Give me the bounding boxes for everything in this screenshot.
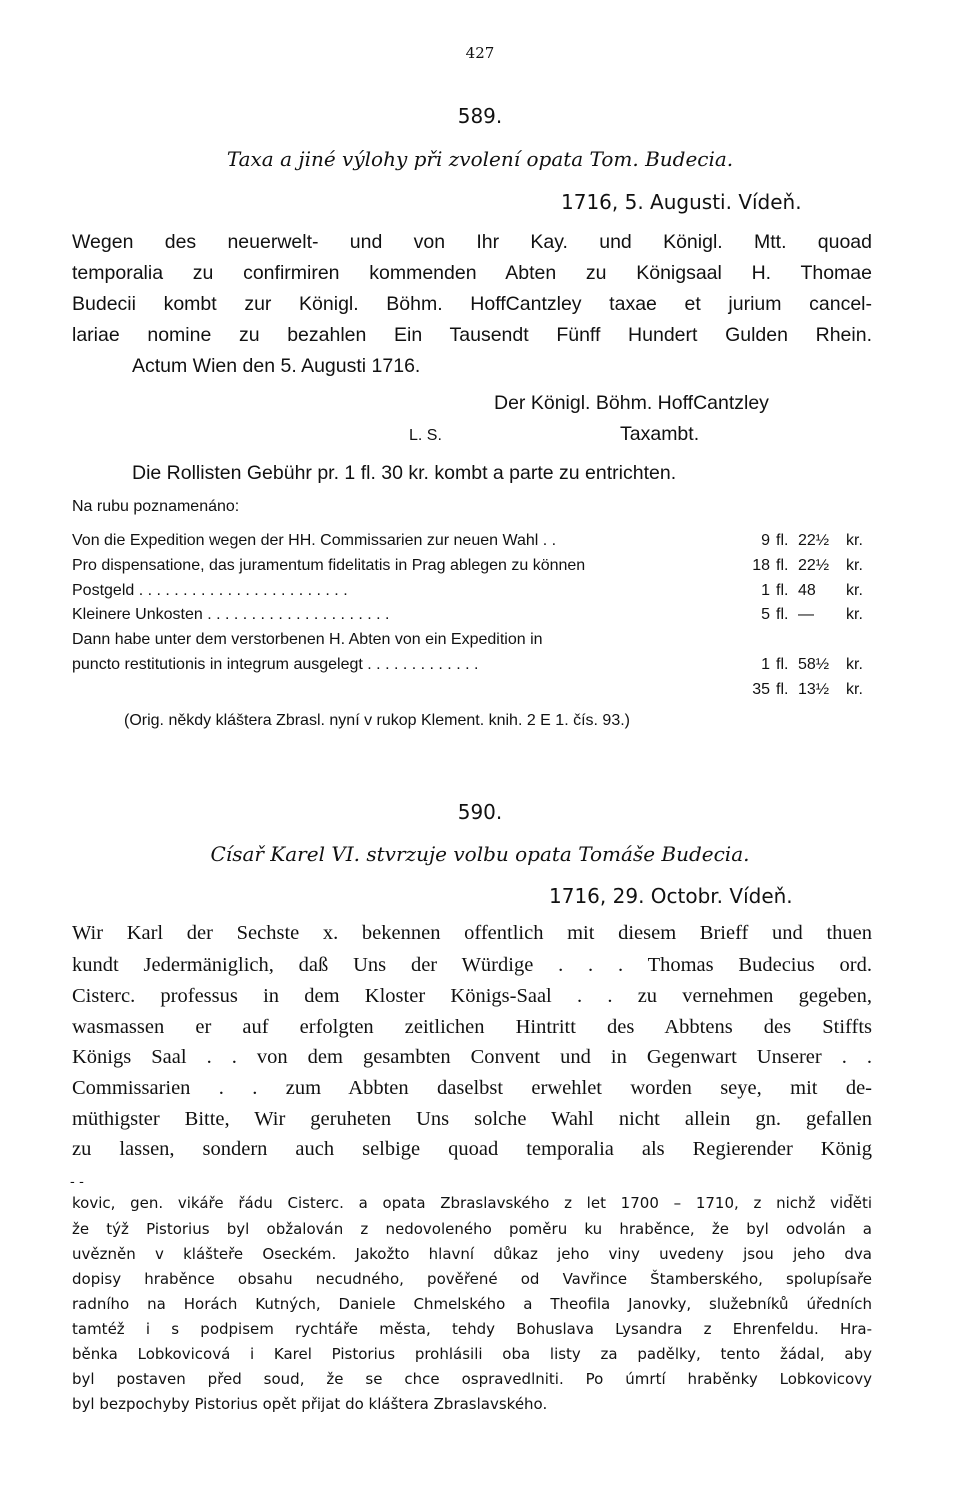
document-title-589: Taxa a jiné výlohy při zvolení opata Tom. Budecia. — [226, 147, 734, 171]
footnote-line: kovic, gen. vikáře řádu Cisterc. a opata Zbraslavského z let 1700 – 1710, z nichž vid̄ěti — [72, 1194, 872, 1212]
florin-unit: fl. — [776, 681, 789, 698]
kreuzer-unit: kr. — [846, 532, 863, 549]
expense-row — [72, 606, 872, 628]
florin-unit: fl. — [776, 532, 789, 549]
kreuzer-unit: kr. — [846, 606, 863, 623]
footnote-line: že týž Pistorius byl obžalován z nedovoleného poměru ku hraběnce, že byl odvolán a — [72, 1220, 872, 1238]
seal-mark: L. S. — [409, 427, 442, 444]
footnote-line: dopisy hraběnce obsahu necudného, pověřené od Vavřince Štamberského, spolupísaře — [72, 1270, 872, 1288]
expense-row — [72, 656, 872, 678]
margin-note-heading: Na rubu poznamenáno: — [72, 498, 240, 515]
document-title-590: Císař Karel VI. stvrzuje volbu opata Tomáše Budecia. — [210, 842, 750, 866]
expense-row — [72, 557, 872, 579]
text-line: Budecii kombt zur Königl. Böhm. HoffCantzley taxae et jurium cancel- — [72, 293, 872, 315]
footnote-line: tamtéž i s podpisem rychtáře města, tehdy Bohuslava Lysandra z Ehrenfeldu. Hra- — [72, 1320, 872, 1338]
signature-office: Der Königl. Böhm. HoffCantzley — [494, 392, 769, 414]
document-date-590: 1716, 29. Octobr. Vídeň. — [549, 884, 793, 908]
expense-kreuzer-total: 13½ — [798, 681, 830, 698]
kreuzer-unit: kr. — [846, 582, 863, 599]
expense-kreuzer: 22½ — [798, 532, 830, 549]
footnote-line: byl postaven před soud, že se chce ospravedlniti. Po úmrtí hraběnky Lobkovicovy — [72, 1370, 872, 1388]
expense-florins-total: 35 — [752, 681, 770, 698]
footnote-line: uvězněn v klášteře Oseckém. Jakožto hlavní důkaz jeho viny uvedeny jsou jeho dva — [72, 1245, 872, 1263]
text-line: zu lassen, sondern auch selbige quoad temporalia als Regierender König — [72, 1138, 872, 1160]
expense-florins: 9 — [761, 532, 770, 549]
source-note-589: (Orig. někdy kláštera Zbrasl. nyní v rukop Klement. knih. 2 E 1. čís. 93.) — [124, 712, 630, 729]
actum-line: Actum Wien den 5. Augusti 1716. — [132, 355, 421, 377]
florin-unit: fl. — [776, 606, 789, 623]
expense-kreuzer: 22½ — [798, 557, 830, 574]
expense-florins: 18 — [752, 557, 770, 574]
text-line: wasmassen er auf erfolgten zeitlichen Hintritt des Abbtens des Stiffts — [72, 1016, 872, 1038]
text-line: kundt Jedermäniglich, daß Uns der Würdige . . . Thomas Budecius ord. — [72, 954, 872, 976]
text-line: Wir Karl der Sechste x. bekennen offentlich mit diesem Brieff und thuen — [72, 922, 872, 944]
footnote-line: radního na Horách Kutných, Daniele Chmelského a Theofila Janovky, služebníků úředních — [72, 1295, 872, 1313]
rollisten-line: Die Rollisten Gebühr pr. 1 fl. 30 kr. kombt a parte zu entrichten. — [132, 462, 677, 484]
signature-taxambt: Taxambt. — [620, 423, 700, 445]
text-line: Königs Saal . . von dem gesambten Convent und in Gegenwart Unserer . . — [72, 1046, 872, 1068]
expense-florins: 5 — [761, 606, 770, 623]
text-line: lariae nomine zu bezahlen Ein Tausendt Fünff Hundert Gulden Rhein. — [72, 324, 872, 346]
text-line: Commissarien . . zum Abbten daselbst erwehlet worden seye, mit de- — [72, 1077, 872, 1099]
kreuzer-unit: kr. — [846, 557, 863, 574]
expense-kreuzer: — — [798, 606, 814, 623]
expense-label: puncto restitutionis in integrum ausgelegt . . . . . . . . . . . . . — [72, 656, 479, 673]
florin-unit: fl. — [776, 656, 789, 673]
footnote-line: běnka Lobkovicová i Karel Pistorius prohlásili oba listy za padělky, tento žádal, aby — [72, 1345, 872, 1363]
document-number-590: 590. — [457, 800, 503, 824]
florin-unit: fl. — [776, 582, 789, 599]
kreuzer-unit: kr. — [846, 681, 863, 698]
kreuzer-unit: kr. — [846, 656, 863, 673]
text-line: Wegen des neuerwelt- und von Ihr Kay. und Königl. Mtt. quoad — [72, 231, 872, 253]
text-line: temporalia zu confirmiren kommenden Abten zu Königsaal H. Thomae — [72, 262, 872, 284]
expense-total-row — [72, 681, 872, 703]
expense-row — [72, 582, 872, 604]
document-number-589: 589. — [457, 104, 503, 128]
text-line: Cisterc. professus in dem Kloster Königs-Saal . . zu vernehmen gegeben, — [72, 985, 872, 1007]
text-line: müthigster Bitte, Wir geruheten Uns solche Wahl nicht allein gn. gefallen — [72, 1108, 872, 1130]
expense-florins: 1 — [761, 656, 770, 673]
expense-label: Pro dispensatione, das juramentum fidelitatis in Prag ablegen zu können — [72, 557, 586, 574]
expense-kreuzer: 58½ — [798, 656, 830, 673]
expense-kreuzer: 48 — [798, 582, 816, 599]
expense-row — [72, 532, 872, 554]
footnote-marker: - - — [70, 1174, 84, 1190]
expense-label: Kleinere Unkosten . . . . . . . . . . . . . . . . . . . . . — [72, 606, 390, 623]
expense-florins: 1 — [761, 582, 770, 599]
expense-row — [72, 631, 872, 653]
florin-unit: fl. — [776, 557, 789, 574]
expense-label: Postgeld . . . . . . . . . . . . . . . . . . . . . . . . — [72, 582, 348, 599]
expense-label: Von die Expedition wegen der HH. Commissarien zur neuen Wahl . . — [72, 532, 557, 549]
footnote-last-line: byl bezpochyby Pistorius opět přijat do kláštera Zbraslavského. — [72, 1395, 548, 1413]
expense-label: Dann habe unter dem verstorbenen H. Abten von ein Expedition in — [72, 631, 543, 648]
document-date-589: 1716, 5. Augusti. Vídeň. — [561, 190, 802, 214]
page-number: 427 — [465, 44, 495, 62]
